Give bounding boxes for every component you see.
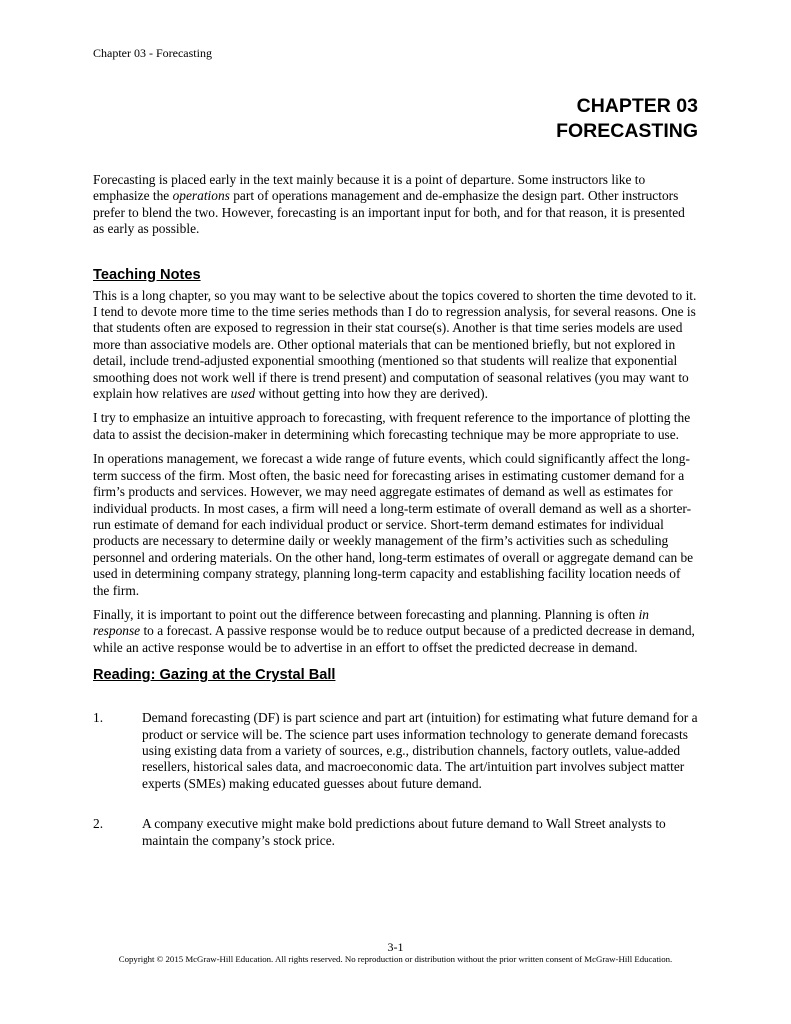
emphasis-used: used: [230, 386, 256, 402]
list-item-number: 2.: [93, 816, 104, 832]
list-item-text: Demand forecasting (DF) is part science and part art (intuition) for estimating what future demand for a product or service will be. The science part uses information technology to generate demand forecasts using existing data from a variety of sources, e.g., distribution channels, factory outlets, value-added resellers, historical sales data, and macroeconomic data. The art/intuition part involves subject matter experts (SMEs) making educated guesses about future demand.: [142, 710, 698, 791]
list-item: [93, 816, 699, 849]
teaching-notes-paragraph-1: This is a long chapter, so you may want to be selective about the topics covered to shorten the time devoted to it. I tend to devote more time to the time series methods than I do to regression analysis, for several reasons. One is that students often are exposed to regression in their stat course(s). Another is that time series models are used more than associative models are. Other optional materials that can be mentioned briefly, but not explored in detail, include trend-adjusted exponential smoothing (mentioned so that students will realize that exponential smoothing does not work well if there is trend present) and computation of seasonal relatives (you may want to explain how relatives are used without getting into how they are derived).: [93, 287, 697, 402]
copyright-notice: Copyright © 2015 McGraw-Hill Education. All rights reserved. No reproduction or distribution without the prior written consent of McGraw-Hill Education.: [118, 954, 673, 964]
chapter-name: FORECASTING: [556, 120, 698, 142]
emphasis-operations: operations: [172, 188, 230, 204]
list-item-text: A company executive might make bold predictions about future demand to Wall Street analysts to maintain the company’s stock price.: [142, 816, 666, 848]
chapter-title: [298, 94, 698, 144]
list-item-number: 1.: [93, 710, 104, 726]
page-number: 3-1: [387, 940, 404, 954]
teaching-notes-paragraph-4: Finally, it is important to point out the difference between forecasting and planning. Planning is often in response to a forecast. A passive response would be to reduce output because of a predicted decrease in demand, while an active response would be to advertise in an effort to offset the predicted decrease in demand.: [93, 606, 695, 655]
teaching-notes-heading: Teaching Notes: [93, 266, 201, 283]
document-body: [93, 172, 699, 873]
emphasis-in-response: in response: [93, 606, 649, 639]
intro-paragraph: Forecasting is placed early in the text mainly because it is a point of departure. Some instructors like to emphasize the operations part of operations management and de-emphasize the design part. Other instructors prefer to blend the two. However, forecasting is an important input for both, and for that reason, it is presented as early as possible.: [93, 172, 685, 237]
teaching-notes-paragraph-3: In operations management, we forecast a wide range of future events, which could significantly affect the long-term success of the firm. Most often, the basic need for forecasting arises in estimating customer demand for a firm’s products and services. However, we may need aggregate estimates of demand as well as estimates for individual products. In most cases, a firm will need a long-term estimate of overall demand as well as a shorter-run estimate of demand for each individual product or service. Short-term demand estimates for individual products are necessary to determine daily or weekly management of the firm’s activities such as scheduling personnel and ordering materials. On the other hand, long-term estimates of overall or aggregate demand can be used in determining company strategy, planning long-term capacity and establishing facility location needs of the firm.: [93, 451, 694, 598]
list-item: [93, 710, 699, 792]
teaching-notes-paragraph-2: I try to emphasize an intuitive approach to forecasting, with frequent reference to the importance of plotting the data to assist the decision-maker in determining which forecasting technique may be more appropriate to use.: [93, 410, 691, 442]
running-header: Chapter 03 - Forecasting: [93, 46, 212, 60]
reading-heading: Reading: Gazing at the Crystal Ball: [93, 667, 336, 684]
chapter-number: CHAPTER 03: [576, 95, 698, 117]
